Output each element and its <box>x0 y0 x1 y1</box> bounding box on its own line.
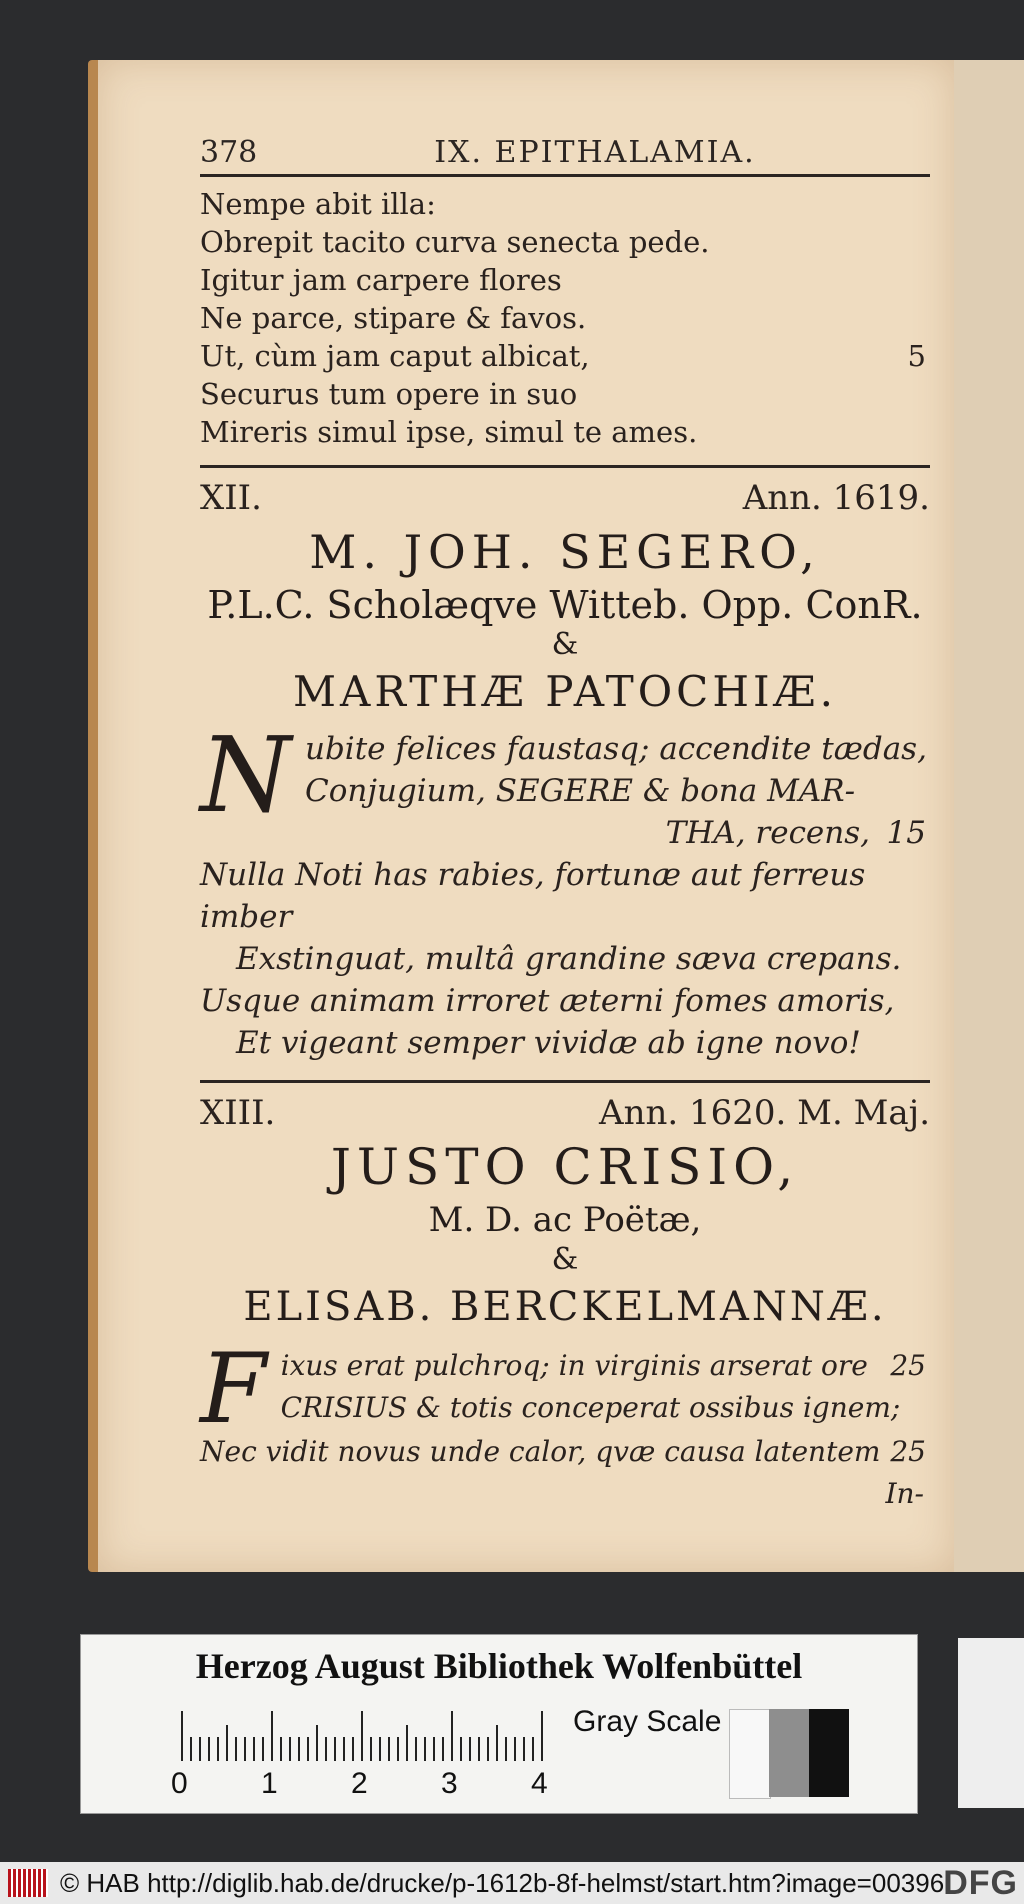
section-13-label: XIII. <box>200 1093 276 1133</box>
color-calibration-ruler <box>80 1634 918 1814</box>
ruler-number: 0 <box>171 1767 188 1800</box>
ruler-tick <box>361 1711 363 1761</box>
ruler-tick <box>469 1737 471 1761</box>
verse-block-1 <box>200 185 930 451</box>
adjacent-ruler-edge <box>958 1638 1024 1808</box>
ruler-tick <box>307 1737 309 1761</box>
verse-text: Igitur jam carpere flores <box>200 263 562 297</box>
poem-line: ixus erat pulchroq; in virginis arserat ore <box>280 1349 868 1382</box>
white-swatch <box>729 1709 771 1799</box>
section-12-year: Ann. 1619. <box>742 478 930 518</box>
ruler-number: 4 <box>531 1767 548 1800</box>
black-swatch <box>809 1709 849 1797</box>
section-rule <box>200 465 930 468</box>
section-12-label: XII. <box>200 478 262 518</box>
ruler-tick <box>406 1725 408 1761</box>
ruler-tick <box>523 1737 525 1761</box>
line-number: 25 <box>890 1435 926 1468</box>
poem-line: THA, recens, <box>665 815 870 851</box>
poem-line: Conjugium, SEGERE & bona MAR- <box>305 773 856 809</box>
poem-line: Et vigeant semper vividæ ab igne novo! <box>236 1025 861 1061</box>
ruler-tick <box>397 1737 399 1761</box>
ruler-tick <box>334 1737 336 1761</box>
ruler-tick <box>244 1737 246 1761</box>
section-13-year: Ann. 1620. M. Maj. <box>599 1093 930 1133</box>
ruler-tick <box>199 1737 201 1761</box>
ruler-tick <box>370 1737 372 1761</box>
verse-line <box>200 223 930 261</box>
section-13-name2: ELISAB. BERCKELMANNÆ. <box>243 1284 887 1330</box>
ruler-tick <box>442 1737 444 1761</box>
verse-line <box>200 299 930 337</box>
verse-line <box>200 413 930 451</box>
ruler-tick <box>487 1737 489 1761</box>
line-number: 25 <box>890 1349 926 1382</box>
ruler-tick <box>541 1711 543 1761</box>
facing-page-edge <box>944 60 1024 1572</box>
ruler-tick <box>217 1737 219 1761</box>
ruler-tick <box>388 1737 390 1761</box>
ruler-tick <box>190 1737 192 1761</box>
ruler-tick <box>262 1737 264 1761</box>
gray-scale-label: Gray Scale <box>573 1705 722 1738</box>
ruler-tick <box>352 1737 354 1761</box>
ruler-number: 2 <box>351 1767 368 1800</box>
line-number: 5 <box>907 339 926 373</box>
section-12-name2: MARTHÆ PATOCHIÆ. <box>293 667 837 716</box>
verse-text: Securus tum opere in suo <box>200 377 578 411</box>
ruler-tick <box>415 1737 417 1761</box>
poem-line: Nulla Noti has rabies, fortunæ aut ferreus imber <box>200 857 866 935</box>
section-rule <box>200 1080 930 1083</box>
ruler-tick <box>433 1737 435 1761</box>
section-13-name1: JUSTO CRISIO, <box>330 1138 800 1196</box>
poem-line-wrap <box>200 1345 930 1387</box>
dfg-logo: DFG <box>943 1863 1018 1902</box>
poem-line: Exstinguat, multâ grandine sæva crepans. <box>236 941 902 977</box>
drop-cap-n: N <box>200 714 291 836</box>
verse-text: Ne parce, stipare & favos. <box>200 301 587 335</box>
section-12-head <box>200 478 930 522</box>
running-head <box>200 130 930 170</box>
poem-line: ubite felices faustasq; accendite tædas, <box>305 731 927 767</box>
ruler-tick <box>478 1737 480 1761</box>
ruler-tick <box>289 1737 291 1761</box>
poem-line: CRISIUS & totis conceperat ossibus ignem; <box>280 1391 901 1424</box>
ruler-ticks <box>181 1711 541 1761</box>
ruler-number: 3 <box>441 1767 458 1800</box>
section-13-poem <box>200 1333 930 1515</box>
footer-bar <box>0 1862 1024 1904</box>
ruler-tick <box>271 1711 273 1761</box>
header-rule <box>200 174 930 177</box>
ruler-tick <box>181 1711 183 1761</box>
catchword: In- <box>885 1477 924 1510</box>
ruler-tick <box>208 1737 210 1761</box>
line-number: 15 <box>886 815 926 851</box>
poem-line: Usque animam irroret æterni fomes amoris, <box>200 983 895 1019</box>
gray-swatch <box>769 1709 809 1797</box>
ruler-tick <box>325 1737 327 1761</box>
library-name: Herzog August Bibliothek Wolfenbüttel <box>195 1646 803 1686</box>
poem-line: Nec vidit novus unde calor, qvæ causa latentem <box>200 1435 881 1468</box>
poem-line-wrap <box>200 812 930 854</box>
ruler-tick <box>379 1737 381 1761</box>
section-13-head <box>200 1093 930 1137</box>
section-12-amp: & <box>551 627 579 662</box>
ruler-tick <box>460 1737 462 1761</box>
verse-line <box>200 375 930 413</box>
section-13-title1: M. D. ac Poëtæ, <box>428 1200 702 1240</box>
ruler-tick <box>505 1737 507 1761</box>
section-12-name1: M. JOH. SEGERO, <box>309 525 821 579</box>
ruler-tick <box>280 1737 282 1761</box>
ruler-number: 1 <box>261 1767 278 1800</box>
ruler-tick <box>424 1737 426 1761</box>
verse-line <box>200 337 930 375</box>
ruler-tick <box>496 1725 498 1761</box>
page-number: 378 <box>200 135 258 170</box>
verse-text: Mireris simul ipse, simul te ames. <box>200 415 698 449</box>
verse-text: Nempe abit illa: <box>200 187 436 221</box>
section-12-poem <box>200 714 930 1064</box>
ruler-tick <box>226 1725 228 1761</box>
verse-text: Obrepit tacito curva senecta pede. <box>200 225 710 259</box>
ruler-tick <box>451 1711 453 1761</box>
ruler-tick <box>343 1737 345 1761</box>
ruler-tick <box>514 1737 516 1761</box>
ruler-tick <box>253 1737 255 1761</box>
verse-text: Ut, cùm jam caput albicat, <box>200 339 590 373</box>
hab-logo-icon <box>8 1869 48 1897</box>
verse-line <box>200 185 930 223</box>
ruler-tick <box>316 1725 318 1761</box>
page-content <box>200 130 930 1515</box>
running-title: IX. EPITHALAMIA. <box>434 135 756 170</box>
drop-cap-f: F <box>200 1333 267 1445</box>
ruler-tick <box>298 1737 300 1761</box>
copyright-link[interactable]: © HAB http://diglib.hab.de/drucke/p-1612b-8f-helmst/start.htm?image=00396 <box>60 1867 945 1898</box>
ruler-tick <box>235 1737 237 1761</box>
section-13-amp: & <box>551 1242 579 1277</box>
poem-line-wrap <box>200 1431 930 1473</box>
ruler-tick <box>532 1737 534 1761</box>
section-12-title1: P.L.C. Scholæqve Witteb. Opp. ConR. <box>207 583 923 627</box>
verse-line <box>200 261 930 299</box>
